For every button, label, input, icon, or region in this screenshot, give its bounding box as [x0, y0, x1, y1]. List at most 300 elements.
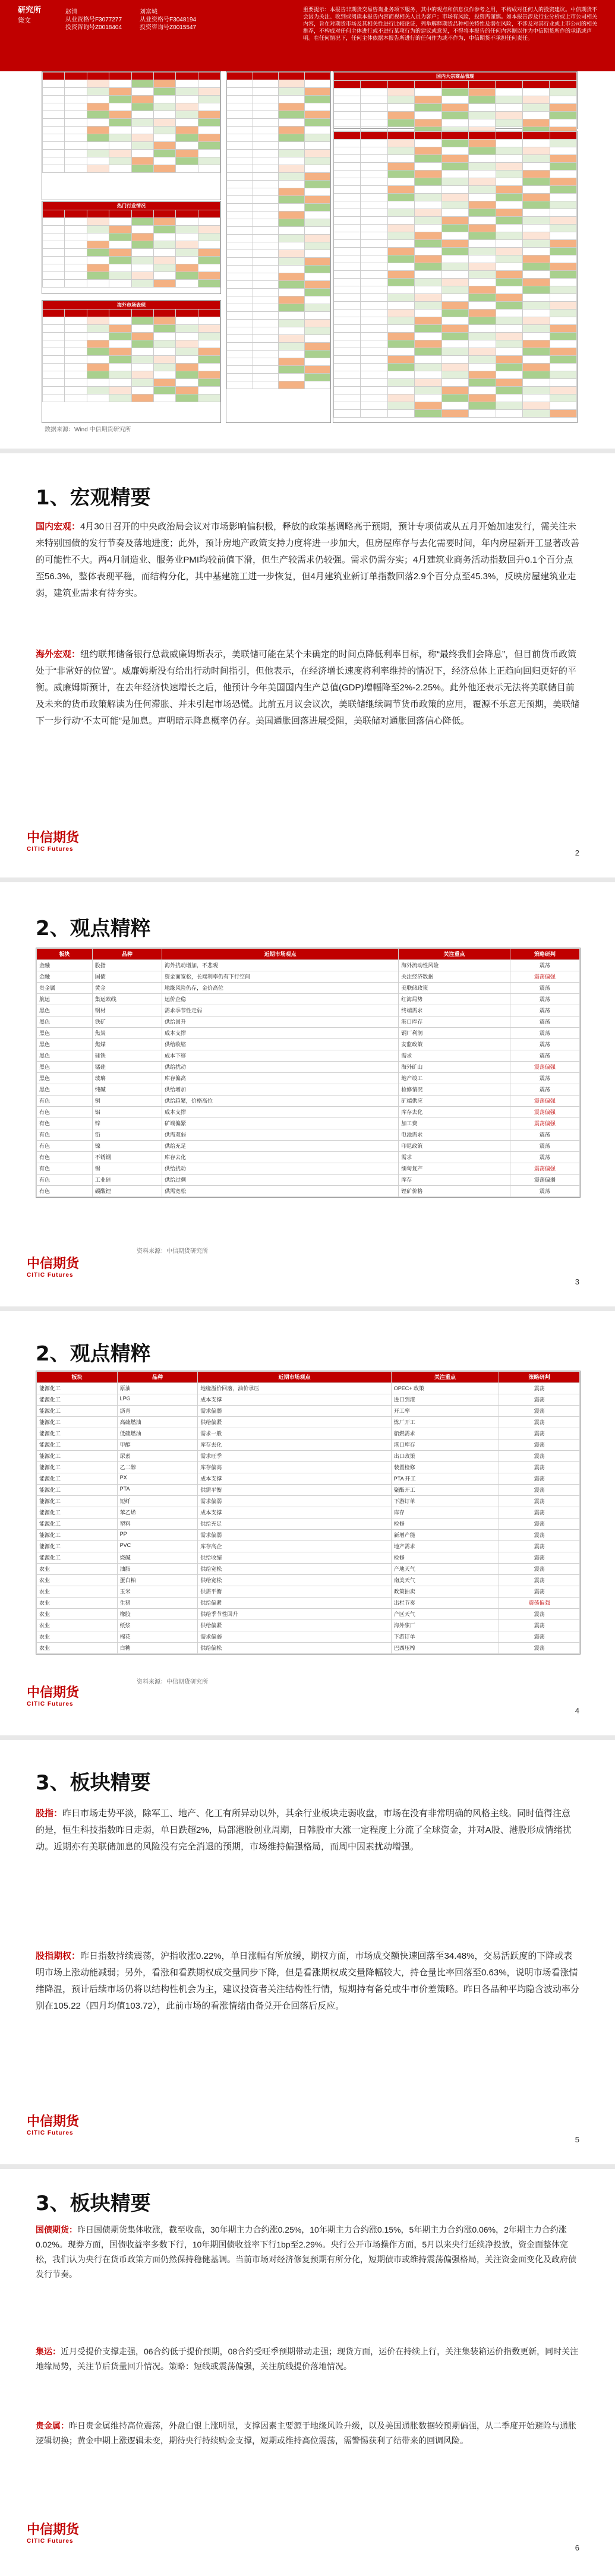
- table-cell: 震荡: [510, 1073, 579, 1084]
- table-cell: 高硫燃油: [117, 1417, 198, 1428]
- table-cell: 农业: [37, 1643, 118, 1654]
- table-cell: 有色: [37, 1163, 93, 1175]
- table-row: [37, 971, 580, 983]
- table-row: [43, 317, 220, 325]
- table-row: [227, 366, 330, 374]
- table-cell: 成本支撑: [198, 1507, 391, 1519]
- table-row: [227, 204, 330, 211]
- table-cell: 能源化工: [37, 1417, 118, 1428]
- table-row: [334, 379, 577, 387]
- table-cell: 有色: [37, 1152, 93, 1163]
- table-row: [37, 1519, 580, 1530]
- table-row: [43, 364, 220, 371]
- table-row: [334, 356, 577, 364]
- table-row: [334, 186, 577, 194]
- table-title: 海外市场表现: [43, 301, 220, 310]
- table-row: [227, 80, 330, 88]
- analyst-list: [65, 8, 244, 31]
- table-cell: 能源化工: [37, 1406, 118, 1417]
- table-cell: 震荡: [510, 983, 579, 994]
- table-row: [227, 327, 330, 335]
- table-cell: 黑色: [37, 1073, 93, 1084]
- table-row: [227, 335, 330, 343]
- table-cell: 美联储政策: [399, 983, 510, 994]
- table-cell: 海外矿山: [399, 1062, 510, 1073]
- table-row: [227, 111, 330, 119]
- table-row: [37, 983, 580, 994]
- table-row: [334, 96, 577, 104]
- market-table-right-2: [333, 131, 578, 423]
- table-cell: 安监政策: [399, 1039, 510, 1050]
- table-row: [334, 310, 577, 317]
- table-cell: 震荡: [499, 1496, 580, 1507]
- table-cell: 聚酯开工: [391, 1485, 499, 1496]
- table-row: [227, 173, 330, 181]
- table-row: [227, 281, 330, 289]
- table-cell: 黑色: [37, 1084, 93, 1096]
- table-cell: 农业: [37, 1609, 118, 1620]
- table-row: [334, 348, 577, 356]
- table-row: [43, 264, 220, 272]
- table-cell: 新增产能: [391, 1530, 499, 1541]
- table-cell: 供需平衡: [198, 1485, 391, 1496]
- table-cell: 供给回升: [162, 1016, 398, 1028]
- table-row: [37, 1152, 580, 1163]
- page-separator: [0, 1735, 615, 1740]
- table-row: [37, 1107, 580, 1118]
- table-cell: 有色: [37, 1141, 93, 1152]
- table-row: [37, 1462, 580, 1473]
- table-cell: 能源化工: [37, 1473, 118, 1485]
- table-row: [227, 374, 330, 381]
- table-cell: 供需宽松: [162, 1186, 398, 1197]
- para-domestic-macro: 国内宏观：4月30日召开的中央政治局会议对市场影响偏积极，释放的政策基调略高于预期，预计专项债或从五月开始加速发行，需关注未来特别国债的发行节奏及落地进度；此外，预计房地产政策支持力度将进一步加大，但房屋库存与去化需要时间，年内房屋新开工显著改善的可能性不大。两4月制造业、服务业PMI均较前值下滑，但生产较需求仍较强。需求仍需夯实；4月建筑业商务活动指数回升0.1个百分点至56.3%，整体表现平稳，而结构分化，其中基建施工进一步恢复，但4月建筑业新订单指数回落2.9个百分点至45.3%，反映房屋建筑业走弱，建筑业需求有待夯实。: [36, 522, 580, 598]
- table-row: [334, 147, 577, 155]
- table-cell: 震荡: [499, 1609, 580, 1620]
- table-cell: 硅铁: [92, 1050, 162, 1062]
- table-cell: 库存高企: [198, 1541, 391, 1552]
- table-row: [227, 266, 330, 273]
- table-cell: 震荡: [499, 1575, 580, 1586]
- table-row: [43, 387, 220, 394]
- table-title: 热门行业情况: [43, 202, 220, 210]
- table-cell: 开工率: [391, 1406, 499, 1417]
- table-row: [227, 150, 330, 157]
- table-cell: 红海局势: [399, 994, 510, 1005]
- table-row: [37, 1631, 580, 1643]
- table-cell: 供给偏紧: [198, 1417, 391, 1428]
- para-stock-index: 股指：昨日市场走势平淡，除军工、地产、化工有所异动以外，其余行业板块走弱收盘，市场在没有非常明确的风格主线。同时值得注意的是，恒生科技指数昨日走弱，单日跌超2%，局部港股创业周期，日韩股市大涨一定程度上分流了全球资金，并对A股、港股形成情绪扰动。近期亦有美联储加息的风险没有完全消退的预期，市场维持偏强格局，而周中因素扰动增强。: [36, 1808, 572, 1852]
- table-cell: 成本下移: [162, 1050, 398, 1062]
- table-cell: 成本支撑: [198, 1473, 391, 1485]
- table-row: [334, 387, 577, 394]
- table-row: [43, 111, 220, 119]
- table-cell: 进口到港: [391, 1394, 499, 1406]
- table-cell: 震荡: [510, 1050, 579, 1062]
- column-header: 关注重点: [399, 949, 510, 960]
- table-cell: 震荡: [510, 1141, 579, 1152]
- table-cell: 印尼政策: [399, 1141, 510, 1152]
- table-row: [37, 1575, 580, 1586]
- table-row: [37, 1586, 580, 1598]
- table-row: [334, 286, 577, 294]
- views-note: 资料来源：中信期货研究所: [137, 1248, 208, 1255]
- table-cell: 钢厂利润: [399, 1028, 510, 1039]
- table-cell: 震荡: [499, 1383, 580, 1394]
- table-row: [334, 394, 577, 402]
- table-row: [334, 232, 577, 240]
- table-cell: 出栏节奏: [391, 1598, 499, 1609]
- table-cell: 原油: [117, 1383, 198, 1394]
- table-cell: 震荡: [499, 1462, 580, 1473]
- table-row: [43, 325, 220, 333]
- table-cell: 下游订单: [391, 1496, 499, 1507]
- table-cell: 甲醇: [117, 1439, 198, 1451]
- table-cell: OPEC+ 政策: [391, 1383, 499, 1394]
- table-row: [334, 194, 577, 201]
- table-cell: 能源化工: [37, 1394, 118, 1406]
- table-cell: 震荡: [499, 1552, 580, 1564]
- table-cell: 震荡: [499, 1473, 580, 1485]
- table-row: [37, 1016, 580, 1028]
- table-row: [37, 1552, 580, 1564]
- table-cell: 地产竣工: [399, 1073, 510, 1084]
- table-cell: 股指: [92, 960, 162, 971]
- table-cell: 玉米: [117, 1586, 198, 1598]
- table-row: [227, 88, 330, 96]
- table-cell: 震荡偏强: [510, 1163, 579, 1175]
- analyst-1: 赵清 从业资格号F3077277 投资咨询号Z0018404: [65, 9, 122, 31]
- table-row: [43, 80, 220, 88]
- table-cell: 震荡偏强: [510, 1107, 579, 1118]
- table-row: [227, 312, 330, 320]
- table-cell: 震荡: [510, 1016, 579, 1028]
- table-cell: 震荡: [499, 1631, 580, 1643]
- table-cell: 黑色: [37, 1039, 93, 1050]
- market-table-left-3: [42, 300, 221, 423]
- page-macro: [0, 453, 615, 877]
- column-header: 品种: [92, 949, 162, 960]
- table-cell: 农业: [37, 1620, 118, 1631]
- table-cell: 港口库存: [391, 1439, 499, 1451]
- table-row: [227, 235, 330, 242]
- section-title-sector: 3、板块精要: [36, 1771, 151, 1795]
- table-cell: 国债: [92, 971, 162, 983]
- table-cell: 供给宽松: [198, 1575, 391, 1586]
- table-cell: 黑色: [37, 1005, 93, 1016]
- table-cell: 震荡: [499, 1564, 580, 1575]
- table-cell: 铜: [92, 1096, 162, 1107]
- table-row: [227, 358, 330, 366]
- table-cell: 供给扰动: [162, 1163, 398, 1175]
- para-overseas-macro: 海外宏观：纽约联邦储备银行总裁威廉姆斯表示，美联储可能在某个未确定的时间点降低利率目标，称“最终我们会降息”，但目前货币政策处于“非常好的位置”。威廉姆斯没有给出行动时间指引，但他表示，在经济增长速度将利率维持的情况下，经济总体上正趋向回归更好的平衡。威廉姆斯预计，在去年经济快速增长之后，他预计今年美国国内生产总值(GDP)增幅降至2%-2.25%。此外他还表示无法将美联储目前及未来的货币政策解读为任何滞胀、并未引起市场恐慌。此前五月议会议次，美联储继续调节货币政策的应用，覆源不乐意无预期，美联储下一步行动“不太可能”是加息。声明暗示降息概率仍存。美国通胀回落进展受阻，美联储对通胀回落信心降低。: [36, 649, 580, 726]
- table-cell: 供需平衡: [198, 1586, 391, 1598]
- table-cell: 震荡偏强: [499, 1598, 580, 1609]
- table-row: [43, 103, 220, 111]
- table-row: [37, 1073, 580, 1084]
- table-row: [43, 280, 220, 288]
- table-row: [43, 333, 220, 340]
- table-cell: 震荡偏强: [510, 1118, 579, 1129]
- table-cell: 供给趋紧，价格高位: [162, 1096, 398, 1107]
- table-row: [227, 142, 330, 150]
- table-cell: 成本支撑: [162, 1028, 398, 1039]
- table-cell: 供给扰动: [162, 1062, 398, 1073]
- table-cell: 供给过剩: [162, 1175, 398, 1186]
- table-row: [334, 201, 577, 209]
- section-title-sector-2: 3、板块精要: [36, 2192, 151, 2215]
- market-table-right-1: [333, 71, 578, 129]
- table-row: [43, 96, 220, 103]
- table-row: [37, 1163, 580, 1175]
- market-table-left-1: [42, 71, 221, 200]
- table-row: [227, 134, 330, 142]
- para-bond-futures: 国债期货：昨日国债期货集体收涨，截至收盘，30年期主力合约涨0.25%，10年期主力合约涨0.15%，5年期主力合约涨0.06%，2年期主力合约涨0.02%。现券方面，国债收益率多数下行，10年期国债收益率下行1bp至2.29%。央行公开市场操作方面，5月以来央行延续净投放，资金面整体宽松，我们认为央行在货币政策方面仍然保持稳健基调。当前市场对经济修复预期有所分化，短期债市或维持震荡偏强格局，关注资金面变化及政府债发行节奏。: [36, 2225, 576, 2279]
- table-row: [334, 171, 577, 178]
- table-cell: 加工费: [399, 1118, 510, 1129]
- table-cell: 需求: [399, 1152, 510, 1163]
- table-row: [334, 89, 577, 96]
- para-container-shipping: 集运：近月受提价支撑走强，06合约低于提价预期，08合约受旺季预期带动走强；现货方面，运价在持续上行，关注集装箱运价指数更新，同时关注地缘局势，关注节后货量回升情况。策略：短线或震荡偏强，关注航线提价落地情况。: [36, 2347, 579, 2371]
- table-cell: 震荡偏强: [510, 1096, 579, 1107]
- table-row: [334, 340, 577, 348]
- table-row: [227, 296, 330, 304]
- table-row: [37, 1186, 580, 1197]
- table-row: [43, 142, 220, 150]
- table-cell: 农业: [37, 1575, 118, 1586]
- table-cell: PVC: [117, 1541, 198, 1552]
- table-cell: 白糖: [117, 1643, 198, 1654]
- table-cell: 震荡: [510, 1084, 579, 1096]
- table-row: [334, 119, 577, 127]
- table-cell: 需求季节性走弱: [162, 1005, 398, 1016]
- table-cell: 生猪: [117, 1598, 198, 1609]
- table-row: [334, 271, 577, 279]
- table-row: [43, 134, 220, 142]
- table-cell: 需求旺季: [198, 1451, 391, 1462]
- table-cell: 有色: [37, 1096, 93, 1107]
- table-cell: 供给偏紧: [198, 1598, 391, 1609]
- table-row: [37, 1005, 580, 1016]
- table-row: [334, 325, 577, 333]
- table-row: [334, 178, 577, 186]
- table-row: [227, 165, 330, 173]
- table-row: [37, 1084, 580, 1096]
- table-cell: 终端需求: [399, 1005, 510, 1016]
- table-cell: 库存偏高: [198, 1462, 391, 1473]
- table-row: [334, 294, 577, 302]
- table-cell: 震荡: [499, 1530, 580, 1541]
- table-row: [37, 1496, 580, 1507]
- table-row: [334, 209, 577, 217]
- table-row: [37, 1383, 580, 1394]
- table-cell: 能源化工: [37, 1519, 118, 1530]
- table-cell: 炼厂开工: [391, 1417, 499, 1428]
- table-row: [227, 304, 330, 312]
- table-row: [37, 994, 580, 1005]
- table-row: [43, 127, 220, 134]
- table-row: [43, 340, 220, 348]
- table-cell: 能源化工: [37, 1541, 118, 1552]
- table-cell: 铅: [92, 1129, 162, 1141]
- table-cell: 南美天气: [391, 1575, 499, 1586]
- para-precious-metals: 贵金属：昨日贵金属维持高位震荡，外盘白银上涨明显，支撑因素主要源于地缘风险升级，以及美国通胀数据较预期偏强，从二季度开始避险与通胀逻辑切换；黄金中期上涨逻辑未变，期待央行持续购金支撑，短期或维持高位震荡，需警惕获利了结带来的回调风险。: [36, 2421, 576, 2445]
- table-row: [227, 219, 330, 227]
- table-row: [334, 302, 577, 310]
- table-cell: 集运欧线: [92, 994, 162, 1005]
- table-cell: 低硫燃油: [117, 1428, 198, 1439]
- page-number: 4: [575, 1706, 579, 1715]
- table-row: [37, 1507, 580, 1519]
- table-cell: 黄金: [92, 983, 162, 994]
- table-cell: 地缘风险仍存，金价高位: [162, 983, 398, 994]
- views-table-1: [36, 948, 581, 1198]
- table-cell: 震荡: [499, 1586, 580, 1598]
- table-row: [43, 348, 220, 356]
- table-row: [43, 249, 220, 257]
- table-cell: 震荡: [499, 1439, 580, 1451]
- table-row: [43, 150, 220, 157]
- table-cell: 锂矿价格: [399, 1186, 510, 1197]
- table-row: [43, 356, 220, 364]
- table-cell: 锌: [92, 1118, 162, 1129]
- table-cell: PX: [117, 1473, 198, 1485]
- team-label: 策文: [18, 17, 31, 24]
- table-row: [37, 1541, 580, 1552]
- table-cell: 能源化工: [37, 1428, 118, 1439]
- table-cell: 震荡: [510, 1028, 579, 1039]
- table-row: [43, 371, 220, 379]
- table-cell: PP: [117, 1530, 198, 1541]
- table-cell: 供给季节性回升: [198, 1609, 391, 1620]
- table-cell: 检修情况: [399, 1084, 510, 1096]
- table-cell: 黑色: [37, 1028, 93, 1039]
- table-cell: 震荡: [510, 1152, 579, 1163]
- page-separator: [0, 877, 615, 882]
- table-cell: 震荡: [510, 1005, 579, 1016]
- table-row: [334, 255, 577, 263]
- table-cell: 能源化工: [37, 1383, 118, 1394]
- table-cell: 需求偏弱: [198, 1631, 391, 1643]
- table-cell: 库存去化: [399, 1107, 510, 1118]
- table-cell: 需求偏弱: [198, 1496, 391, 1507]
- analyst-2: 刘富城 从业资格号F3048194 投资咨询号Z0015547: [140, 9, 197, 31]
- table-row: [37, 960, 580, 971]
- page-number: 3: [575, 1277, 579, 1286]
- table-row: [43, 272, 220, 280]
- table-row: [334, 263, 577, 271]
- table-row: [37, 1428, 580, 1439]
- column-header: 策略研判: [499, 1372, 580, 1383]
- table-cell: 需求: [399, 1050, 510, 1062]
- table-cell: 检修: [391, 1552, 499, 1564]
- column-header: 近期市场观点: [162, 949, 398, 960]
- table-row: [43, 218, 220, 226]
- table-cell: 有色: [37, 1118, 93, 1129]
- table-row: [227, 250, 330, 258]
- table-cell: 供给偏紧: [198, 1620, 391, 1631]
- table-cell: 震荡: [499, 1485, 580, 1496]
- table-cell: 运价企稳: [162, 994, 398, 1005]
- table-cell: 下游订单: [391, 1631, 499, 1643]
- table-cell: 矿端偏紧: [162, 1118, 398, 1129]
- table-row: [43, 241, 220, 249]
- table-row: [227, 320, 330, 327]
- table-cell: 成本支撑: [198, 1394, 391, 1406]
- citic-logo: 中信期货 CITIC Futures: [27, 1685, 80, 1707]
- citic-logo: 中信期货 CITIC Futures: [27, 1256, 80, 1278]
- table-cell: 黑色: [37, 1050, 93, 1062]
- table-cell: 金融: [37, 960, 93, 971]
- table-cell: LPG: [117, 1394, 198, 1406]
- citic-logo: 中信期货 CITIC Futures: [27, 2522, 80, 2545]
- table-cell: 产区天气: [391, 1609, 499, 1620]
- table-cell: 需求偏弱: [198, 1406, 391, 1417]
- table-row: [334, 410, 577, 418]
- table-cell: 蛋白粕: [117, 1575, 198, 1586]
- table-cell: 有色: [37, 1129, 93, 1141]
- table-cell: 能源化工: [37, 1496, 118, 1507]
- table-row: [227, 289, 330, 296]
- table-cell: 贵金属: [37, 983, 93, 994]
- table-cell: 黑色: [37, 1016, 93, 1028]
- table-cell: 库存: [399, 1175, 510, 1186]
- table-cell: 能源化工: [37, 1462, 118, 1473]
- table-cell: 海外流动性风险: [399, 960, 510, 971]
- table-cell: 镍: [92, 1141, 162, 1152]
- table-row: [227, 211, 330, 219]
- table-cell: 尿素: [117, 1451, 198, 1462]
- table-row: [43, 88, 220, 96]
- table-note: 数据来源：Wind 中信期货研究所: [45, 427, 131, 433]
- table-cell: 铝: [92, 1107, 162, 1118]
- table-cell: 装置检修: [391, 1462, 499, 1473]
- table-cell: 碳酸锂: [92, 1186, 162, 1197]
- table-row: [37, 1406, 580, 1417]
- table-row: [37, 1118, 580, 1129]
- table-cell: 震荡: [510, 1186, 579, 1197]
- table-row: [334, 240, 577, 248]
- table-row: [227, 258, 330, 266]
- views-table-2: [36, 1371, 581, 1655]
- table-cell: 政策拍卖: [391, 1586, 499, 1598]
- cover-page: [0, 0, 615, 449]
- table-cell: 纯碱: [92, 1084, 162, 1096]
- table-cell: 塑料: [117, 1519, 198, 1530]
- page-views-1: [0, 882, 615, 1306]
- table-row: [334, 402, 577, 410]
- table-cell: 巴西压榨: [391, 1643, 499, 1654]
- table-row: [43, 165, 220, 173]
- table-cell: 震荡: [510, 1129, 579, 1141]
- table-cell: 出口政策: [391, 1451, 499, 1462]
- header-left: [18, 6, 41, 25]
- table-cell: 锰硅: [92, 1062, 162, 1073]
- table-row: [37, 1141, 580, 1152]
- table-row: [227, 227, 330, 235]
- table-row: [227, 103, 330, 111]
- table-cell: 电池需求: [399, 1129, 510, 1141]
- section-title-macro: 1、宏观精要: [36, 486, 151, 510]
- table-cell: 供需双弱: [162, 1129, 398, 1141]
- page-number: 2: [575, 848, 579, 857]
- table-row: [43, 257, 220, 264]
- views-note-2: 资料来源：中信期货研究所: [137, 1679, 208, 1685]
- table-row: [43, 226, 220, 233]
- table-cell: 地产需求: [391, 1541, 499, 1552]
- column-header: 策略研判: [510, 949, 579, 960]
- table-cell: 供给偏松: [198, 1643, 391, 1654]
